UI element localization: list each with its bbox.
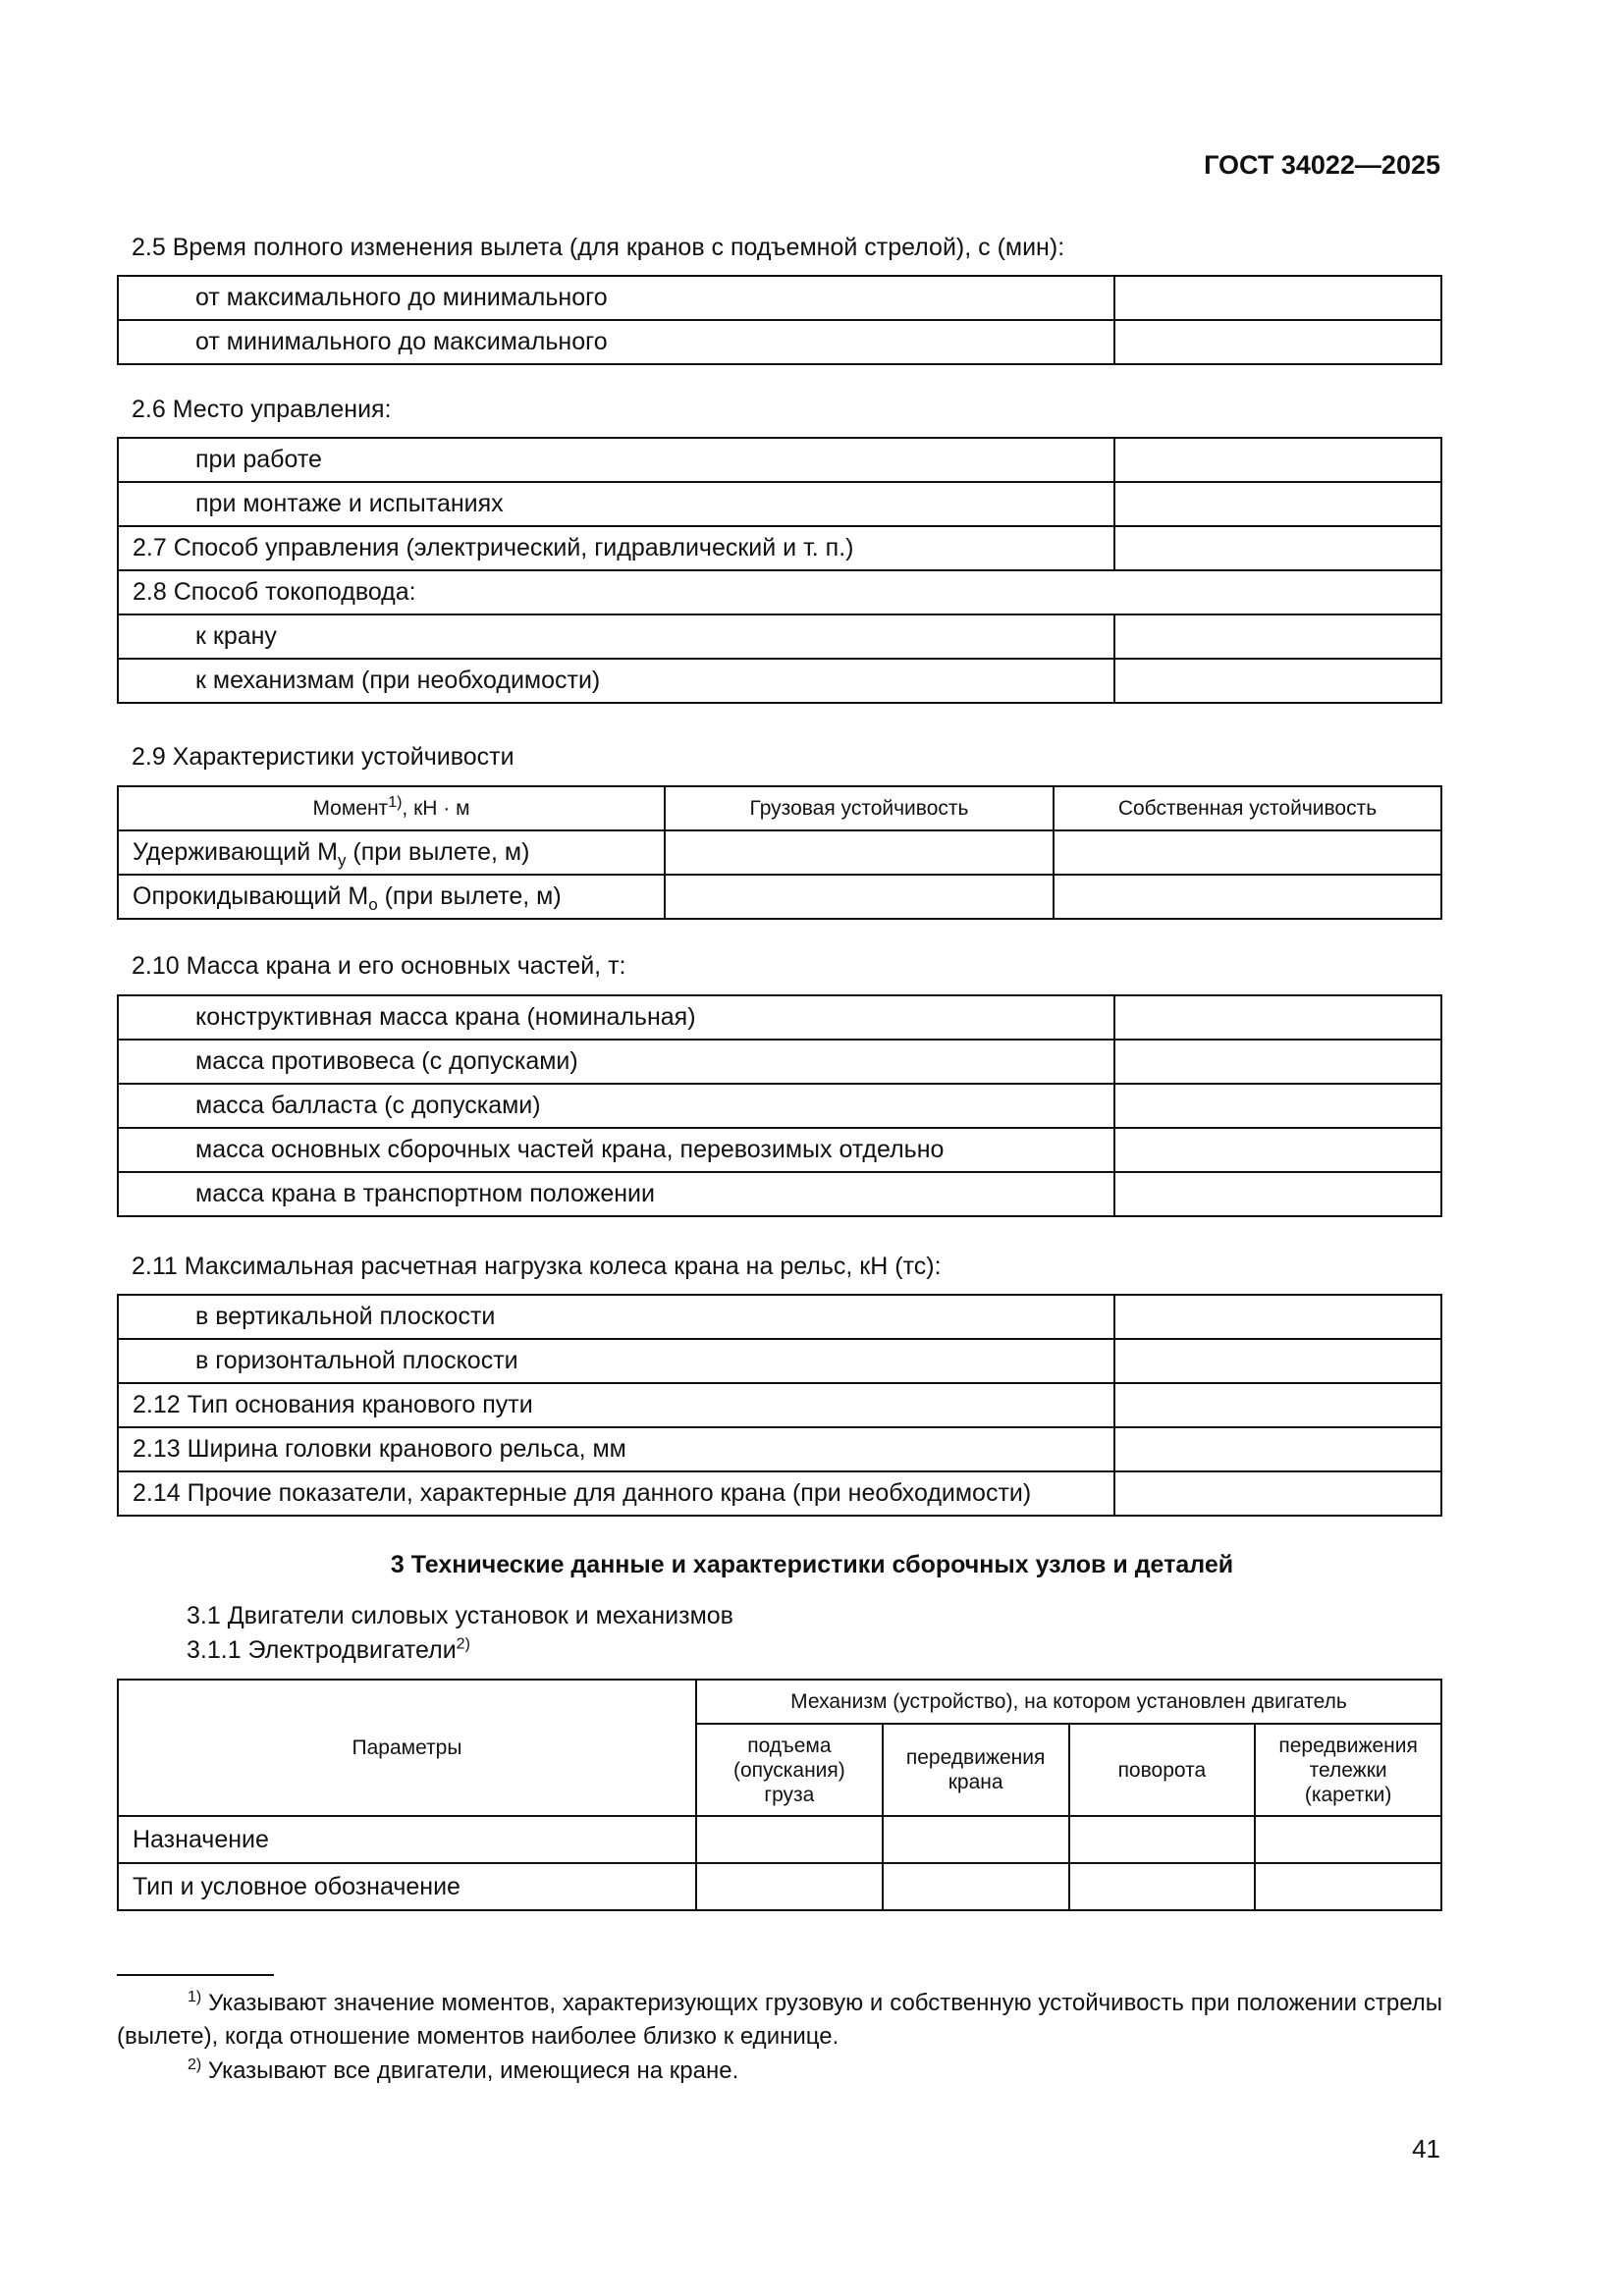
section-2-9-title: 2.9 Характеристики устойчивости: [132, 743, 514, 771]
table-row: [118, 1084, 1441, 1128]
table-row: [118, 1383, 1441, 1427]
header-own-stability: Собственная устойчивость: [1054, 786, 1441, 830]
value-cell: [1114, 1040, 1441, 1084]
row-label: при работе: [118, 438, 1114, 482]
table-row: [118, 526, 1441, 570]
row-label: 2.13 Ширина головки кранового рельса, мм: [118, 1427, 1114, 1471]
value-cell: [883, 1816, 1069, 1863]
row-label: Удерживающий $M_у$ (при вылете, м): [118, 830, 665, 875]
table-row: [118, 276, 1441, 320]
row-label: Тип и условное обозначение: [118, 1863, 696, 1910]
row-label: 2.7 Способ управления (электрический, гидравлический и т. п.): [118, 526, 1114, 570]
value-cell: [1069, 1863, 1256, 1910]
value-cell: [1114, 1339, 1441, 1383]
table-row: [118, 1471, 1441, 1516]
section-2-6-title: 2.6 Место управления:: [132, 396, 392, 423]
value-cell: [1069, 1816, 1256, 1863]
header-col-rotation: поворота: [1069, 1724, 1256, 1816]
row-label: при монтаже и испытаниях: [118, 482, 1114, 526]
table-row: [118, 1172, 1441, 1216]
value-cell: [1114, 659, 1441, 703]
value-cell: [1054, 875, 1441, 919]
value-cell: [1114, 614, 1441, 659]
value-cell: [1114, 1295, 1441, 1339]
table-row: [118, 995, 1441, 1040]
value-cell: [1255, 1863, 1441, 1910]
row-label: 2.12 Тип основания кранового пути: [118, 1383, 1114, 1427]
table-row: [118, 1427, 1441, 1471]
value-cell: [696, 1863, 883, 1910]
table-row: [118, 1128, 1441, 1172]
header-parameters: Параметры: [118, 1680, 696, 1816]
section-3-heading: 3 Технические данные и характеристики сборочных узлов и деталей: [390, 1551, 1234, 1578]
footnote-separator: [117, 1974, 274, 1976]
row-label: конструктивная масса крана (номинальная): [118, 995, 1114, 1040]
value-cell: [1114, 1427, 1441, 1471]
table-2-11: [117, 1294, 1442, 1517]
row-label: от максимального до минимального: [118, 276, 1114, 320]
value-cell: [665, 875, 1054, 919]
table-row: [118, 1295, 1441, 1339]
table-engines: [117, 1679, 1442, 1911]
row-label: Назначение: [118, 1816, 696, 1863]
table-header-row: [118, 786, 1441, 830]
footnote-1: $^{1)}$ Указывают значение моментов, характеризующих грузовую и собственную устойчивость при положении стрелы (вылете), когда отношение моментов наиболее близко к единице.: [117, 1989, 1442, 2050]
table-row: [118, 438, 1441, 482]
value-cell: [1255, 1816, 1441, 1863]
value-cell: [696, 1816, 883, 1863]
row-label: от минимального до максимального: [118, 320, 1114, 364]
row-label: масса противовеса (с допусками): [118, 1040, 1114, 1084]
value-cell: [1114, 482, 1441, 526]
table-row: [118, 659, 1441, 703]
document-id: ГОСТ 34022—2025: [1204, 150, 1440, 180]
row-label: в горизонтальной плоскости: [118, 1339, 1114, 1383]
table-row: [118, 1863, 1441, 1910]
row-label: масса основных сборочных частей крана, перевозимых отдельно: [118, 1128, 1114, 1172]
header-cargo-stability: Грузовая устойчивость: [665, 786, 1054, 830]
value-cell: [665, 830, 1054, 875]
value-cell: [1114, 320, 1441, 364]
footnote-2: $^{2)}$ Указывают все двигатели, имеющиеся на кране.: [188, 2056, 739, 2084]
section-3-1-1-title: 3.1.1 Электродвигатели$^{2)}$: [187, 1635, 470, 1664]
row-label: масса балласта (с допусками): [118, 1084, 1114, 1128]
table-row: [118, 1339, 1441, 1383]
value-cell: [883, 1863, 1069, 1910]
table-row: [118, 614, 1441, 659]
table-row: [118, 1816, 1441, 1863]
table-row: [118, 482, 1441, 526]
section-2-10-title: 2.10 Масса крана и его основных частей, т:: [132, 952, 626, 980]
header-col-trolley-travel: передвижения тележки (каретки): [1255, 1724, 1441, 1816]
row-label: масса крана в транспортном положении: [118, 1172, 1114, 1216]
row-label: 2.8 Способ токоподвода:: [118, 570, 1441, 614]
value-cell: [1114, 995, 1441, 1040]
table-header-row: [118, 1680, 1441, 1724]
value-cell: [1114, 526, 1441, 570]
value-cell: [1114, 438, 1441, 482]
row-label: Опрокидывающий $M_о$ (при вылете, м): [118, 875, 665, 919]
value-cell: [1114, 1084, 1441, 1128]
table-2-6: [117, 437, 1442, 704]
table-row: [118, 1040, 1441, 1084]
row-label: в вертикальной плоскости: [118, 1295, 1114, 1339]
table-row: [118, 320, 1441, 364]
row-label: 2.14 Прочие показатели, характерные для данного крана (при необходимости): [118, 1471, 1114, 1516]
header-moment: Момент$^{1)}$, кН · м: [118, 786, 665, 830]
value-cell: [1114, 1128, 1441, 1172]
table-row: [118, 875, 1441, 919]
header-col-lift: подъема (опускания) груза: [696, 1724, 883, 1816]
value-cell: [1114, 1383, 1441, 1427]
section-3-1-title: 3.1 Двигатели силовых установок и механизмов: [187, 1602, 733, 1629]
section-2-5-title: 2.5 Время полного изменения вылета (для кранов с подъемной стрелой), с (мин):: [132, 234, 1065, 261]
header-col-crane-travel: передвижения крана: [883, 1724, 1069, 1816]
table-stability: [117, 785, 1442, 920]
row-label: к механизмам (при необходимости): [118, 659, 1114, 703]
value-cell: [1114, 1471, 1441, 1516]
page-number: 41: [1412, 2134, 1440, 2163]
table-row: [118, 830, 1441, 875]
value-cell: [1054, 830, 1441, 875]
header-mechanism: Механизм (устройство), на котором установлен двигатель: [696, 1680, 1441, 1724]
section-2-11-title: 2.11 Максимальная расчетная нагрузка колеса крана на рельс, кН (тс):: [132, 1253, 942, 1280]
value-cell: [1114, 1172, 1441, 1216]
row-label: к крану: [118, 614, 1114, 659]
table-2-5: [117, 275, 1442, 365]
table-2-10: [117, 994, 1442, 1217]
value-cell: [1114, 276, 1441, 320]
table-row: [118, 570, 1441, 614]
